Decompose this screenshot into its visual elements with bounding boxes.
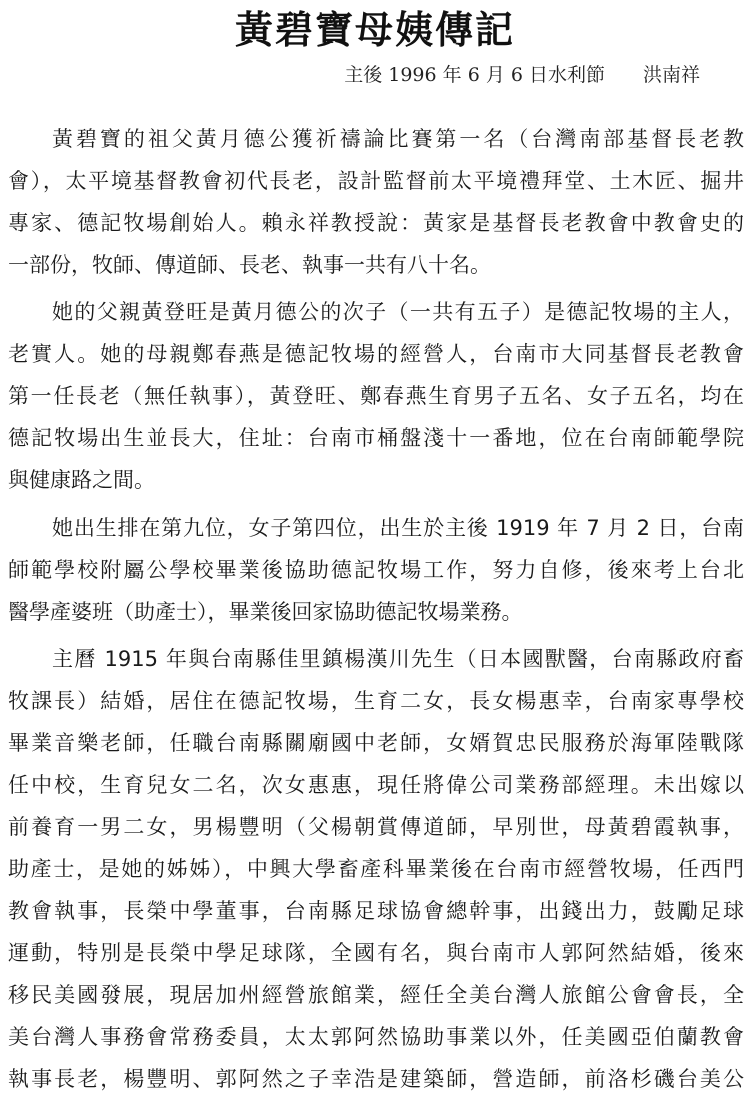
document-title: 黃碧寶母姨傳記	[234, 8, 515, 52]
paragraph-2-line-1: 她的父親黃登旺是黃月德公的次子（一共有五子）是德記牧場的主人，	[52, 300, 744, 324]
paragraph-4-line-3: 畢業音樂老師，任職台南縣關廟國中老師，女婿賀忠民服務於海軍陸戰隊	[8, 731, 744, 755]
paragraph-2-line-4: 德記牧場出生並長大，住址：台南市桶盤淺十一番地，位在台南師範學院	[8, 426, 744, 450]
paragraph-3-line-1: 她出生排在第九位，女子第四位，出生於主後 1919 年 7 月 2 日，台南	[52, 516, 744, 540]
paragraph-2-line-5: 與健康路之間。	[8, 468, 155, 492]
paragraph-2-line-2: 老實人。她的母親鄭春燕是德記牧場的經營人，台南市大同基督長老教會	[8, 342, 744, 366]
paragraph-1-line-2: 會），太平境基督教會初代長老，設計監督前太平境禮拜堂、土木匠、掘井	[8, 169, 744, 193]
paragraph-4-line-10: 美台灣人事務會常務委員，太太郭阿然協助事業以外，任美國亞伯蘭教會	[8, 1025, 744, 1049]
paragraph-4-line-4: 任中校，生育兒女二名，次女惠惠，現任將偉公司業務部經理。未出嫁以	[8, 773, 744, 797]
paragraph-4-line-11: 執事長老，楊豐明、郭阿然之子幸浩是建築師，營造師，前洛杉磯台美公	[8, 1067, 744, 1091]
paragraph-4-line-7: 教會執事，長榮中學董事，台南縣足球協會總幹事，出錢出力，鼓勵足球	[8, 899, 744, 923]
paragraph-4-line-5: 前養育一男二女，男楊豐明（父楊朝賞傳道師，早別世，母黃碧霞執事，	[8, 815, 744, 839]
document-byline: 主後 1996 年 6 月 6 日水利節 洪南祥	[344, 64, 700, 86]
paragraph-1-line-3: 專家、德記牧場創始人。賴永祥教授說：黃家是基督長老教會中教會史的	[8, 211, 744, 235]
paragraph-3-line-2: 師範學校附屬公學校畢業後協助德記牧場工作，努力自修，後來考上台北	[8, 558, 744, 582]
paragraph-1-line-4: 一部份，牧師、傳道師、長老、執事一共有八十名。	[8, 253, 491, 277]
paragraph-2-line-3: 第一任長老（無任執事），黃登旺、鄭春燕生育男子五名、女子五名，均在	[8, 384, 744, 408]
paragraph-1-line-1: 黃碧寶的祖父黃月德公獲祈禱論比賽第一名（台灣南部基督長老教	[52, 127, 744, 151]
paragraph-4-line-9: 移民美國發展，現居加州經營旅館業，經任全美台灣人旅館公會會長，全	[8, 983, 744, 1007]
paragraph-4-line-1: 主曆 1915 年與台南縣佳里鎮楊漢川先生（日本國獸醫，台南縣政府畜	[52, 647, 744, 671]
paragraph-3-line-3: 醫學產婆班（助產士），畢業後回家協助德記牧場業務。	[8, 600, 523, 624]
paragraph-4-line-2: 牧課長）結婚，居住在德記牧場，生育二女，長女楊惠幸，台南家專學校	[8, 689, 744, 713]
paragraph-4-line-6: 助產士，是她的姊姊），中興大學畜產科畢業後在台南市經營牧場，任西門	[8, 857, 744, 881]
paragraph-4-line-8: 運動，特別是長榮中學足球隊，全國有名，與台南市人郭阿然結婚，後來	[8, 941, 744, 965]
